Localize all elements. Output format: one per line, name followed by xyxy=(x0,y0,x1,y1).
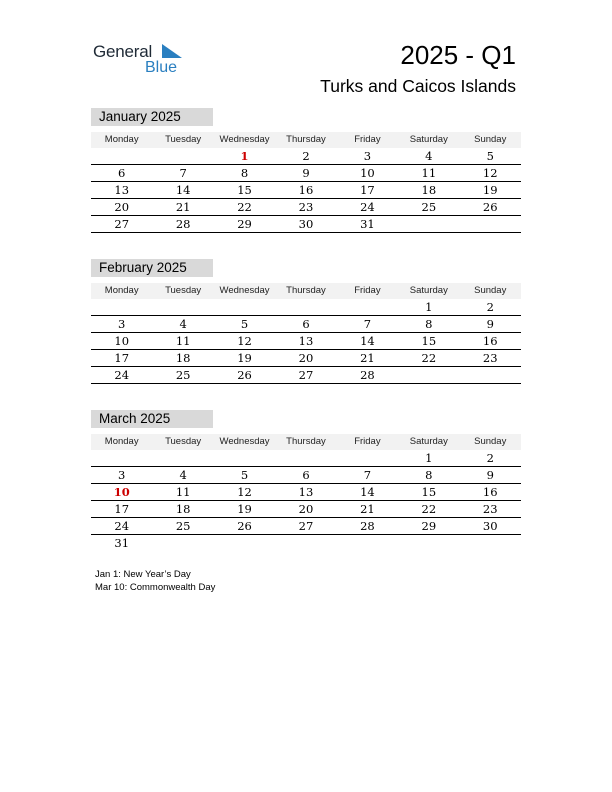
week-row xyxy=(91,484,521,501)
day-cell: 16 xyxy=(298,183,314,197)
day-cell xyxy=(460,367,521,383)
weekday-header: Wednesday xyxy=(219,285,270,296)
day-cell: 10 xyxy=(114,334,130,348)
week-row xyxy=(91,450,521,467)
day-cell: 20 xyxy=(298,351,314,365)
day-cell: 10 xyxy=(113,485,130,499)
holiday-notes xyxy=(95,568,215,594)
day-cell: 3 xyxy=(118,468,126,482)
month-label: January 2025 xyxy=(91,108,213,126)
day-cell: 8 xyxy=(425,317,433,331)
weekday-header: Monday xyxy=(104,134,139,145)
day-cell: 21 xyxy=(360,351,375,365)
day-cell: 5 xyxy=(486,149,494,163)
day-cell: 9 xyxy=(486,468,494,482)
day-cell: 15 xyxy=(421,485,437,499)
weekday-header: Tuesday xyxy=(165,436,202,447)
day-cell: 12 xyxy=(237,334,252,348)
day-cell: 4 xyxy=(179,317,187,331)
day-cell: 20 xyxy=(298,502,314,516)
weekday-header: Sunday xyxy=(474,436,507,447)
week-row xyxy=(91,467,521,484)
day-cell xyxy=(152,535,213,551)
week-row xyxy=(91,299,521,316)
generalblue-logo xyxy=(93,40,193,80)
day-cell: 21 xyxy=(175,200,191,214)
day-cell: 15 xyxy=(237,183,252,197)
day-cell: 22 xyxy=(237,200,252,214)
day-cell: 9 xyxy=(486,317,494,331)
holiday-note: Mar 10: Commonwealth Day xyxy=(95,582,216,593)
day-cell: 25 xyxy=(175,368,191,382)
day-cell xyxy=(275,450,336,466)
week-row xyxy=(91,350,521,367)
week-row xyxy=(91,518,521,535)
day-cell: 6 xyxy=(302,317,310,331)
week-row xyxy=(91,216,521,233)
day-cell: 7 xyxy=(179,166,187,180)
week-row xyxy=(91,199,521,216)
day-cell: 7 xyxy=(363,468,372,482)
weekday-header: Tuesday xyxy=(165,134,202,145)
day-cell xyxy=(398,367,459,383)
weekday-header: Tuesday xyxy=(165,285,202,296)
day-cell: 2 xyxy=(302,149,310,163)
day-cell: 23 xyxy=(482,351,498,365)
day-cell: 27 xyxy=(298,519,314,533)
weekday-header: Thursday xyxy=(286,436,326,447)
day-cell: 10 xyxy=(360,166,375,180)
weekday-header: Monday xyxy=(104,285,139,296)
day-cell: 1 xyxy=(240,149,249,163)
day-cell: 12 xyxy=(482,166,498,180)
logo-word-general: General xyxy=(93,42,153,61)
holiday-note: Jan 1: New Year’s Day xyxy=(95,569,191,580)
weekday-header: Wednesday xyxy=(219,134,270,145)
day-cell: 2 xyxy=(486,300,494,314)
day-cell: 29 xyxy=(237,217,252,231)
day-cell: 17 xyxy=(114,502,130,516)
month-block-march xyxy=(91,410,521,551)
day-cell: 30 xyxy=(298,217,314,231)
day-cell xyxy=(152,148,213,164)
day-cell xyxy=(337,535,398,551)
day-cell: 29 xyxy=(421,519,437,533)
day-cell: 4 xyxy=(179,468,187,482)
day-cell: 28 xyxy=(360,519,375,533)
day-cell: 1 xyxy=(425,451,433,465)
week-row xyxy=(91,316,521,333)
logo-word-blue: Blue xyxy=(145,59,178,76)
month-block-february xyxy=(91,259,521,384)
day-cell xyxy=(460,216,521,232)
day-cell: 11 xyxy=(421,166,437,180)
day-cell xyxy=(152,299,213,315)
week-row xyxy=(91,148,521,165)
weekday-header: Friday xyxy=(354,436,381,447)
day-cell: 6 xyxy=(118,166,126,180)
day-cell: 19 xyxy=(482,183,498,197)
day-cell: 30 xyxy=(482,519,498,533)
day-cell xyxy=(214,450,275,466)
day-cell: 31 xyxy=(360,217,375,231)
day-cell: 17 xyxy=(360,183,375,197)
day-cell: 11 xyxy=(175,485,191,499)
day-cell: 27 xyxy=(298,368,314,382)
weekday-header: Thursday xyxy=(286,134,326,145)
day-cell: 20 xyxy=(114,200,130,214)
week-row xyxy=(91,182,521,199)
weekday-header-row xyxy=(91,283,521,299)
day-cell: 3 xyxy=(118,317,126,331)
day-cell: 27 xyxy=(114,217,130,231)
day-cell: 11 xyxy=(175,334,191,348)
week-row xyxy=(91,165,521,182)
day-cell: 13 xyxy=(114,183,130,197)
weekday-header-row xyxy=(91,434,521,450)
day-cell: 28 xyxy=(175,217,191,231)
day-cell: 24 xyxy=(114,519,130,533)
day-cell xyxy=(91,450,152,466)
day-cell: 7 xyxy=(363,317,372,331)
weekday-header: Saturday xyxy=(409,134,448,145)
day-cell: 18 xyxy=(175,351,191,365)
day-cell xyxy=(214,299,275,315)
day-cell xyxy=(398,216,459,232)
month-block-january xyxy=(91,108,521,233)
weekday-header: Sunday xyxy=(474,285,507,296)
weekday-header: Monday xyxy=(104,436,139,447)
day-cell: 14 xyxy=(360,485,375,499)
weekday-header: Friday xyxy=(354,134,381,145)
day-cell: 24 xyxy=(360,200,375,214)
day-cell: 31 xyxy=(114,536,130,550)
day-cell: 16 xyxy=(482,485,498,499)
day-cell xyxy=(91,148,152,164)
weekday-header: Saturday xyxy=(409,285,448,296)
day-cell: 25 xyxy=(175,519,191,533)
day-cell: 26 xyxy=(237,519,252,533)
week-row xyxy=(91,501,521,518)
day-cell: 2 xyxy=(486,451,494,465)
day-cell: 12 xyxy=(237,485,252,499)
day-cell: 16 xyxy=(482,334,498,348)
day-cell xyxy=(337,299,398,315)
day-cell: 21 xyxy=(360,502,375,516)
day-cell: 26 xyxy=(237,368,252,382)
day-cell: 9 xyxy=(302,166,310,180)
day-cell: 22 xyxy=(421,351,437,365)
weekday-header: Thursday xyxy=(286,285,326,296)
day-cell: 28 xyxy=(360,368,375,382)
day-cell: 8 xyxy=(240,166,249,180)
weekday-header: Sunday xyxy=(474,134,507,145)
day-cell xyxy=(275,299,336,315)
day-cell: 17 xyxy=(114,351,130,365)
day-cell: 3 xyxy=(363,149,372,163)
day-cell xyxy=(398,535,459,551)
week-row xyxy=(91,333,521,350)
day-cell: 5 xyxy=(240,468,249,482)
weekday-header-row xyxy=(91,132,521,148)
day-cell: 15 xyxy=(421,334,437,348)
day-cell: 13 xyxy=(298,485,314,499)
day-cell: 14 xyxy=(360,334,375,348)
day-cell: 14 xyxy=(175,183,191,197)
day-cell: 8 xyxy=(425,468,433,482)
day-cell: 22 xyxy=(421,502,437,516)
weekday-header: Saturday xyxy=(409,436,448,447)
month-label: February 2025 xyxy=(91,259,213,277)
day-cell: 18 xyxy=(175,502,191,516)
weekday-header: Friday xyxy=(354,285,381,296)
week-row xyxy=(91,535,521,551)
logo-triangle-icon xyxy=(160,44,184,58)
day-cell: 19 xyxy=(237,502,252,516)
day-cell: 1 xyxy=(425,300,433,314)
page-title: 2025 - Q1 xyxy=(400,40,516,70)
day-cell: 18 xyxy=(421,183,437,197)
day-cell: 24 xyxy=(114,368,130,382)
day-cell: 23 xyxy=(482,502,498,516)
day-cell xyxy=(460,535,521,551)
week-row xyxy=(91,367,521,384)
day-cell: 19 xyxy=(237,351,252,365)
weekday-header: Wednesday xyxy=(219,436,270,447)
day-cell xyxy=(214,535,275,551)
page-subtitle: Turks and Caicos Islands xyxy=(320,76,516,96)
day-cell: 13 xyxy=(298,334,314,348)
day-cell: 23 xyxy=(298,200,314,214)
month-label: March 2025 xyxy=(91,410,213,428)
day-cell: 6 xyxy=(302,468,310,482)
day-cell: 26 xyxy=(482,200,498,214)
day-cell xyxy=(152,450,213,466)
day-cell: 25 xyxy=(421,200,437,214)
day-cell xyxy=(91,299,152,315)
day-cell xyxy=(275,535,336,551)
day-cell: 4 xyxy=(425,149,433,163)
day-cell: 5 xyxy=(240,317,249,331)
day-cell xyxy=(337,450,398,466)
